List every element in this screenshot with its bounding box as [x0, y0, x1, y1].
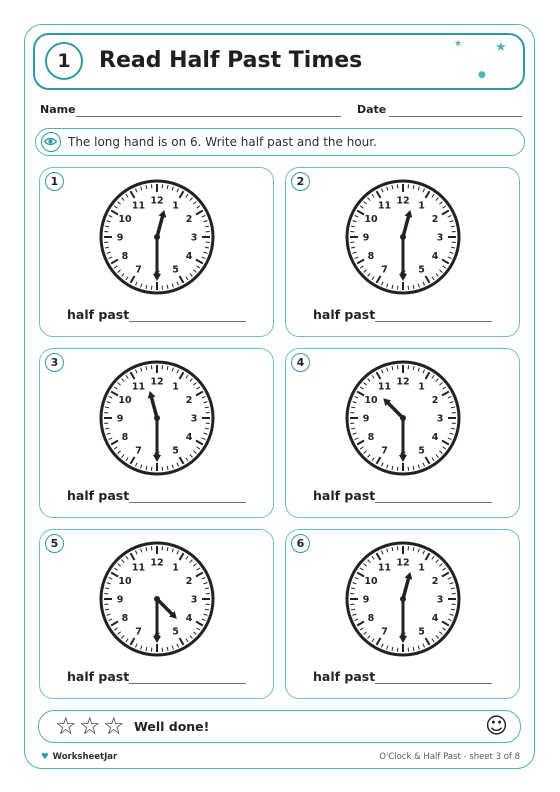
- problem-number: 2: [291, 172, 310, 191]
- clock-number: 4: [431, 251, 439, 262]
- clock-number: 4: [431, 613, 439, 624]
- clock-number: 11: [377, 562, 392, 574]
- clock-number: 7: [135, 626, 142, 638]
- clock-number: 9: [362, 594, 370, 606]
- eye-icon: [41, 132, 61, 152]
- praise-text: Well done!: [134, 719, 210, 734]
- clock-number: 3: [190, 413, 198, 425]
- clock-number: 3: [436, 232, 444, 244]
- clock-number: 5: [418, 626, 425, 638]
- problem-number: 6: [291, 534, 310, 553]
- answer-field[interactable]: [129, 502, 246, 503]
- answer-prompt: half past: [67, 488, 130, 503]
- clock-number: 12: [396, 376, 410, 388]
- clock-number: 1: [172, 200, 179, 212]
- clock-number: 7: [135, 445, 142, 457]
- clock-number: 10: [118, 395, 132, 406]
- heart-icon: ♥: [41, 752, 49, 762]
- clock-number: 10: [364, 214, 378, 225]
- clock-number: 5: [418, 264, 425, 276]
- answer-prompt: half past: [313, 488, 376, 503]
- star-icon: ★: [495, 40, 507, 55]
- clock-number: 10: [118, 214, 132, 225]
- analog-clock: [97, 177, 217, 297]
- clock-center: [154, 596, 160, 602]
- small-star-icon: ★: [454, 39, 463, 49]
- clock-number: 8: [121, 613, 129, 624]
- clock-number: 7: [381, 264, 388, 276]
- clock-number: 4: [185, 613, 193, 624]
- analog-clock: [97, 358, 217, 478]
- clock-card: [39, 529, 274, 699]
- star-outline-icon[interactable]: ☆: [55, 712, 77, 740]
- analog-clock: [343, 177, 463, 297]
- answer-field[interactable]: [129, 683, 246, 684]
- instruction-text: The long hand is on 6. Write half past and the hour.: [68, 135, 377, 149]
- clock-number: 2: [431, 576, 439, 587]
- clock-number: 3: [190, 232, 198, 244]
- clock-number: 7: [381, 445, 388, 457]
- clock-number: 11: [377, 200, 392, 212]
- clock-number: 10: [118, 576, 132, 587]
- clock-number: 10: [364, 395, 378, 406]
- clock-number: 1: [418, 381, 425, 393]
- problem-number: 5: [45, 534, 64, 553]
- page-title: Read Half Past Times: [99, 48, 363, 73]
- analog-clock: [343, 358, 463, 478]
- clock-number: 9: [116, 232, 124, 244]
- clock-number: 4: [431, 432, 439, 443]
- answer-field[interactable]: [375, 321, 492, 322]
- clock-number: 9: [116, 594, 124, 606]
- clock-card: [39, 348, 274, 518]
- analog-clock: [97, 539, 217, 659]
- answer-prompt: half past: [67, 307, 130, 322]
- clock-number: 5: [172, 626, 179, 638]
- clock-number: 11: [131, 200, 146, 212]
- clock-number: 8: [121, 432, 129, 443]
- clock-number: 12: [150, 376, 164, 388]
- rating-bar: [38, 710, 521, 743]
- clock-center: [400, 234, 406, 240]
- problem-number: 1: [45, 172, 64, 191]
- answer-prompt: half past: [67, 669, 130, 684]
- clock-number: 4: [185, 432, 193, 443]
- clock-center: [400, 415, 406, 421]
- problem-number: 3: [45, 353, 64, 372]
- clock-number: 7: [135, 264, 142, 276]
- clock-center: [154, 234, 160, 240]
- clock-number: 5: [172, 445, 179, 457]
- clock-number: 3: [436, 594, 444, 606]
- clock-card: [39, 167, 274, 337]
- instruction-bar: [35, 128, 525, 156]
- clock-number: 3: [190, 594, 198, 606]
- answer-prompt: half past: [313, 307, 376, 322]
- clock-number: 1: [418, 562, 425, 574]
- clock-number: 8: [367, 251, 375, 262]
- clock-number: 12: [150, 195, 164, 207]
- name-label: Name: [40, 103, 76, 116]
- clock-center: [154, 415, 160, 421]
- smiley-icon: ☺: [485, 714, 508, 739]
- star-outline-icon[interactable]: ☆: [103, 712, 125, 740]
- date-label: Date: [357, 103, 387, 116]
- date-field[interactable]: [389, 116, 522, 117]
- clock-number: 1: [172, 381, 179, 393]
- clock-number: 5: [172, 264, 179, 276]
- clock-number: 9: [116, 413, 124, 425]
- clock-number: 9: [362, 413, 370, 425]
- clock-center: [400, 596, 406, 602]
- star-outline-icon[interactable]: ☆: [79, 712, 101, 740]
- clock-number: 7: [381, 626, 388, 638]
- clock-card: [285, 529, 520, 699]
- clock-number: 11: [377, 381, 392, 393]
- brand-logo: [41, 752, 117, 762]
- clock-number: 8: [367, 432, 375, 443]
- clock-number: 11: [131, 562, 146, 574]
- clock-number: 1: [172, 562, 179, 574]
- clock-number: 9: [362, 232, 370, 244]
- answer-field[interactable]: [129, 321, 246, 322]
- answer-field[interactable]: [375, 502, 492, 503]
- clock-number: 4: [185, 251, 193, 262]
- clock-number: 8: [367, 613, 375, 624]
- dot-icon: ●: [478, 70, 486, 80]
- clock-number: 2: [185, 576, 193, 587]
- clock-number: 12: [396, 195, 410, 207]
- analog-clock: [343, 539, 463, 659]
- clock-number: 2: [185, 395, 193, 406]
- clock-number: 8: [121, 251, 129, 262]
- title-banner: [33, 33, 525, 90]
- clock-number: 2: [431, 214, 439, 225]
- worksheet-number-badge: 1: [45, 42, 83, 80]
- clock-number: 1: [418, 200, 425, 212]
- answer-field[interactable]: [375, 683, 492, 684]
- sheet-info: O'Clock & Half Past - sheet 3 of 8: [379, 752, 520, 762]
- name-field[interactable]: [76, 116, 341, 117]
- brand-name: WorksheetJar: [52, 752, 118, 762]
- clock-number: 3: [436, 413, 444, 425]
- problem-number: 4: [291, 353, 310, 372]
- clock-number: 10: [364, 576, 378, 587]
- clock-number: 12: [150, 557, 164, 569]
- clock-number: 5: [418, 445, 425, 457]
- clock-number: 12: [396, 557, 410, 569]
- answer-prompt: half past: [313, 669, 376, 684]
- clock-card: [285, 167, 520, 337]
- clock-number: 11: [131, 381, 146, 393]
- clock-card: [285, 348, 520, 518]
- clock-number: 2: [185, 214, 193, 225]
- clock-number: 2: [431, 395, 439, 406]
